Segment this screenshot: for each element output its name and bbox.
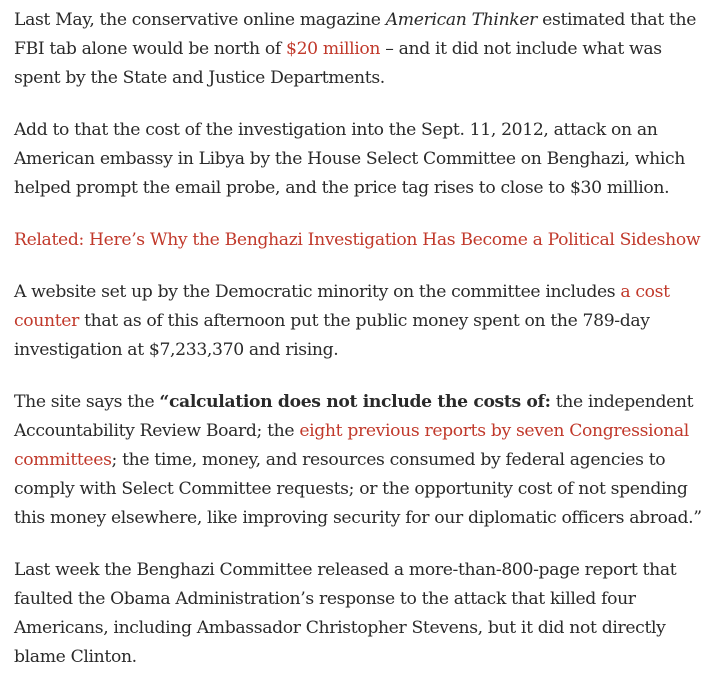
paragraph-site-quote bbox=[14, 388, 712, 533]
paragraph-fbi-cost bbox=[14, 6, 712, 93]
paragraph-committee-report bbox=[14, 556, 712, 672]
paragraph-text: that as of this afternoon put the public money spent on the 789-day investigation at $7,233,370 and rising. bbox=[14, 311, 650, 360]
paragraph-committee-cost bbox=[14, 116, 712, 203]
related-article-link[interactable]: Related: Here’s Why the Benghazi Investigation Has Become a Political Sideshow bbox=[14, 230, 701, 250]
bold-quote: “calculation does not include the costs of: bbox=[159, 392, 551, 412]
cost-counter-link[interactable]: a cost counter bbox=[14, 282, 670, 331]
twenty-million-link[interactable]: $20 million bbox=[286, 39, 381, 59]
paragraph-text: estimated that the FBI tab alone would be north of bbox=[14, 10, 697, 59]
paragraph-text: Last week the Benghazi Committee released a more-than-800-page report that faulted the Obama Administration’s response to the attack that killed four Americans, including Ambassador Christopher Stevens, but it did not directly blame Clinton. bbox=[14, 560, 677, 667]
publication-name: American Thinker bbox=[385, 10, 538, 30]
previous-reports-link[interactable]: eight previous reports by seven Congressional committees bbox=[14, 421, 689, 470]
related-article bbox=[14, 226, 712, 255]
paragraph-text: ; the time, money, and resources consumed by federal agencies to comply with Select Committee requests; or the opportunity cost of not spending this money elsewhere, like improving security for our diplomatic officers abroad.” bbox=[14, 450, 702, 528]
paragraph-cost-counter bbox=[14, 278, 712, 365]
paragraph-text: A website set up by the Democratic minority on the committee includes bbox=[14, 282, 621, 302]
paragraph-text: the independent Accountability Review Board; the bbox=[14, 392, 694, 441]
paragraph-text: – and it did not include what was spent by the State and Justice Departments. bbox=[14, 39, 662, 88]
paragraph-text: Last May, the conservative online magazine bbox=[14, 10, 386, 30]
paragraph-text: Add to that the cost of the investigation into the Sept. 11, 2012, attack on an American embassy in Libya by the House Select Committee on Benghazi, which helped prompt the email probe, and the price tag rises to close to $30 million. bbox=[14, 120, 685, 198]
paragraph-text: The site says the bbox=[14, 392, 160, 412]
